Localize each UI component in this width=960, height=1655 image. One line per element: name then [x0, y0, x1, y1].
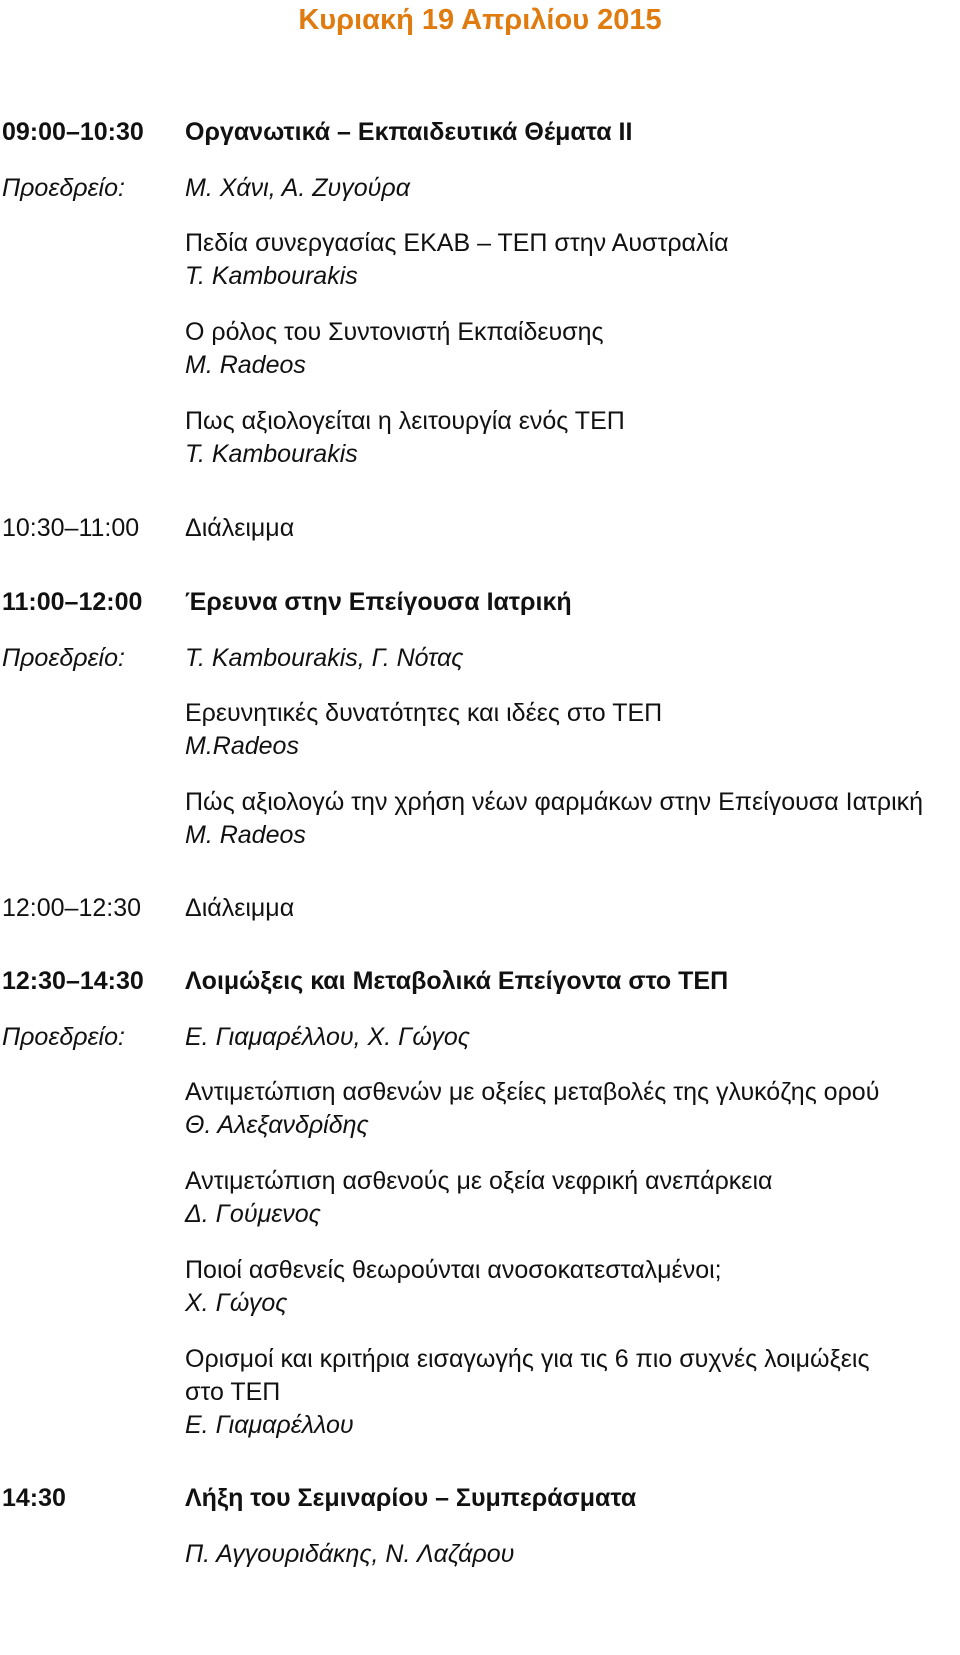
closing-speakers: Π. Αγγουριδάκης, Ν. Λαζάρου — [185, 1540, 515, 1568]
session-title: Λήξη του Σεμιναρίου – Συμπεράσματα — [185, 1484, 637, 1512]
session-time: 14:30 — [2, 1484, 66, 1512]
talk-title: Ερευνητικές δυνατότητες και ιδέες στο ΤΕΠ — [185, 699, 663, 727]
talk-title: Ο ρόλος του Συντονιστή Εκπαίδευσης — [185, 318, 604, 346]
session-title: Έρευνα στην Επείγουσα Ιατρική — [185, 588, 572, 616]
talk-title-line2: στο ΤΕΠ — [185, 1378, 281, 1406]
session-time: 09:00–10:30 — [2, 118, 144, 146]
talk-speaker: M. Radeos — [185, 351, 306, 379]
session-time: 11:00–12:00 — [2, 588, 143, 616]
talk-speaker: Χ. Γώγος — [185, 1289, 288, 1317]
talk-speaker: M.Radeos — [185, 732, 299, 760]
talk-title: Πεδία συνεργασίας ΕΚΑΒ – ΤΕΠ στην Αυστραλία — [185, 229, 729, 257]
chair-label: Προεδρείο: — [2, 1023, 125, 1051]
talk-title: Ορισμοί και κριτήρια εισαγωγής για τις 6 πιο συχνές λοιμώξεις — [185, 1345, 870, 1373]
talk-title: Πως αξιολογείται η λειτουργία ενός ΤΕΠ — [185, 407, 625, 435]
talk-title: Ποιοί ασθενείς θεωρούνται ανοσοκατεσταλμένοι; — [185, 1256, 722, 1284]
session-title: Λοιμώξεις και Μεταβολικά Επείγοντα στο ΤΕΠ — [185, 967, 729, 995]
chair-names: T. Kambourakis, Γ. Νότας — [185, 644, 464, 672]
break-label: Διάλειμμα — [185, 894, 295, 922]
break-time: 10:30–11:00 — [2, 514, 140, 542]
break-label: Διάλειμμα — [185, 514, 295, 542]
talk-title: Πώς αξιολογώ την χρήση νέων φαρμάκων στην Επείγουσα Ιατρική — [185, 788, 924, 816]
talk-title: Αντιμετώπιση ασθενούς με οξεία νεφρική ανεπάρκεια — [185, 1167, 773, 1195]
break-time: 12:00–12:30 — [2, 894, 142, 922]
chair-names: Μ. Χάνι, Α. Ζυγούρα — [185, 174, 410, 202]
session-time: 12:30–14:30 — [2, 967, 144, 995]
talk-speaker: M. Radeos — [185, 821, 306, 849]
chair-label: Προεδρείο: — [2, 174, 125, 202]
talk-speaker: T. Kambourakis — [185, 440, 358, 468]
page-title: Κυριακή 19 Απριλίου 2015 — [298, 4, 662, 36]
talk-speaker: Θ. Αλεξανδρίδης — [185, 1111, 369, 1139]
talk-speaker: Ε. Γιαμαρέλλου — [185, 1411, 354, 1439]
talk-speaker: Δ. Γούμενος — [185, 1200, 321, 1228]
talk-speaker: T. Kambourakis — [185, 262, 358, 290]
chair-label: Προεδρείο: — [2, 644, 125, 672]
talk-title: Αντιμετώπιση ασθενών με οξείες μεταβολές της γλυκόζης ορού — [185, 1078, 880, 1106]
session-title: Οργανωτικά – Εκπαιδευτικά Θέματα ΙΙ — [185, 118, 633, 146]
chair-names: Ε. Γιαμαρέλλου, Χ. Γώγος — [185, 1023, 470, 1051]
